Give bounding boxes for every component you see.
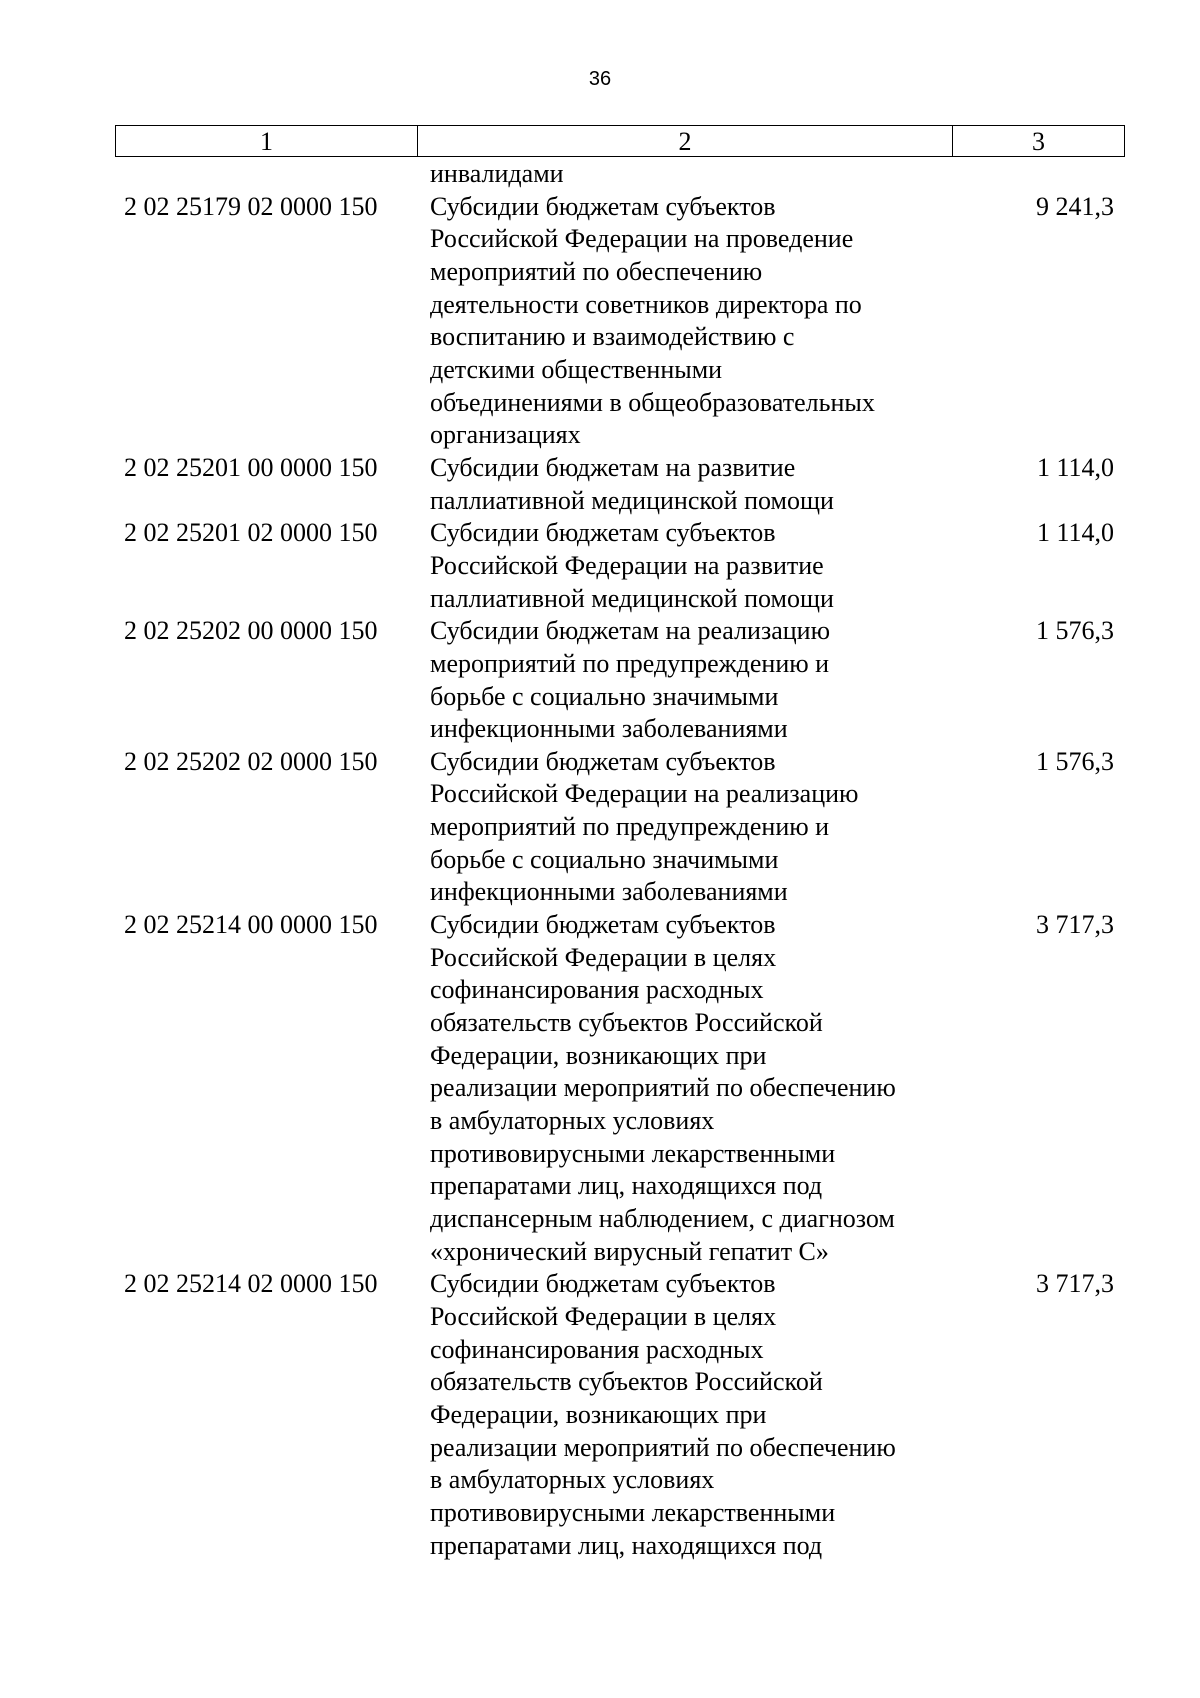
table-row	[115, 517, 1125, 615]
description-cell	[417, 452, 952, 517]
description-line: Субсидии бюджетам на реализацию	[430, 616, 831, 646]
description-line: объединениями в общеобразовательных	[430, 387, 875, 417]
description-line: Российской Федерации на проведение	[430, 224, 854, 254]
budget-code-cell: 2 02 25202 00 0000 150	[124, 616, 378, 646]
description-line: мероприятий по предупреждению и	[430, 648, 830, 678]
description-line: «хронический вирусный гепатит С»	[430, 1236, 829, 1266]
budget-code-cell: 2 02 25202 02 0000 150	[124, 746, 378, 776]
table-row	[115, 909, 1125, 1268]
description-line: организациях	[430, 420, 581, 450]
amount-cell: 1 114,0	[1036, 518, 1114, 548]
amount-cell: 3 717,3	[1036, 910, 1114, 940]
description-line: софинансирования расходных	[430, 1334, 764, 1364]
amount-cell: 1 576,3	[1036, 616, 1114, 646]
budget-code-cell: 2 02 25201 00 0000 150	[124, 452, 378, 482]
table-header	[115, 125, 1125, 157]
budget-code-cell: 2 02 25214 00 0000 150	[124, 910, 378, 940]
description-line: детскими общественными	[430, 354, 723, 384]
table-row	[115, 746, 1125, 909]
description-line: обязательств субъектов Российской	[430, 1367, 823, 1397]
budget-code-cell: 2 02 25201 02 0000 150	[124, 518, 378, 548]
amount-cell: 1 114,0	[1036, 452, 1114, 482]
column-header-amount: 3	[952, 125, 1125, 157]
description-line: реализации мероприятий по обеспечению	[430, 1073, 896, 1103]
description-line: противовирусными лекарственными	[430, 1138, 836, 1168]
description-line: в амбулаторных условиях	[430, 1465, 715, 1495]
description-line: мероприятий по предупреждению и	[430, 812, 830, 842]
budget-code-cell: 2 02 25214 02 0000 150	[124, 1269, 378, 1299]
table-row	[115, 452, 1125, 517]
description-line: противовирусными лекарственными	[430, 1497, 836, 1527]
description-line: паллиативной медицинской помощи	[430, 485, 834, 515]
description-line: в амбулаторных условиях	[430, 1106, 715, 1136]
description-line: инфекционными заболеваниями	[430, 714, 788, 744]
description-line: инвалидами	[430, 159, 564, 188]
description-cell	[417, 191, 952, 452]
column-header-description: 2	[417, 125, 952, 157]
description-cell	[417, 517, 952, 615]
table-row	[115, 191, 1125, 452]
table-body	[115, 158, 1125, 1562]
description-line: деятельности советников директора по	[430, 289, 862, 319]
description-line: реализации мероприятий по обеспечению	[430, 1432, 896, 1462]
amount-cell: 3 717,3	[1036, 1269, 1114, 1299]
description-cell	[417, 909, 952, 1268]
table-row	[115, 615, 1125, 746]
description-line: паллиативной медицинской помощи	[430, 583, 834, 613]
description-line: софинансирования расходных	[430, 975, 764, 1005]
description-line: Субсидии бюджетам субъектов	[430, 191, 776, 221]
description-line: воспитанию и взаимодействию с	[430, 322, 795, 352]
description-line: Субсидии бюджетам субъектов	[430, 1269, 776, 1299]
budget-code-cell: 2 02 25179 02 0000 150	[124, 191, 378, 221]
description-line: обязательств субъектов Российской	[430, 1008, 823, 1038]
description-line: инфекционными заболеваниями	[430, 877, 788, 907]
amount-cell: 1 576,3	[1036, 746, 1114, 776]
description-line: Федерации, возникающих при	[430, 1040, 767, 1070]
page-number: 36	[588, 68, 612, 90]
description-line: Субсидии бюджетам субъектов	[430, 910, 776, 940]
description-line: диспансерным наблюдением, с диагнозом	[430, 1204, 895, 1233]
table-row	[115, 158, 1125, 191]
description-line: борьбе с социально значимыми	[430, 844, 779, 874]
table-row	[115, 1268, 1125, 1562]
description-line: Российской Федерации в целях	[430, 1301, 777, 1331]
description-line: Российской Федерации в целях	[430, 942, 777, 972]
description-cell	[417, 1268, 952, 1562]
description-line: Субсидии бюджетам субъектов	[430, 746, 776, 776]
column-header-code: 1	[115, 125, 417, 157]
description-cell	[417, 615, 952, 746]
description-line: Субсидии бюджетам субъектов	[430, 518, 776, 548]
description-line: препаратами лиц, находящихся под	[430, 1530, 823, 1560]
description-line: препаратами лиц, находящихся под	[430, 1171, 823, 1201]
description-line: Российской Федерации на реализацию	[430, 779, 859, 809]
description-cell	[417, 158, 952, 191]
description-line: мероприятий по обеспечению	[430, 256, 763, 286]
description-line: борьбе с социально значимыми	[430, 681, 779, 711]
description-line: Федерации, возникающих при	[430, 1399, 767, 1429]
amount-cell: 9 241,3	[1036, 191, 1114, 221]
description-cell	[417, 746, 952, 909]
description-line: Российской Федерации на развитие	[430, 550, 824, 580]
description-line: Субсидии бюджетам на развитие	[430, 452, 796, 482]
